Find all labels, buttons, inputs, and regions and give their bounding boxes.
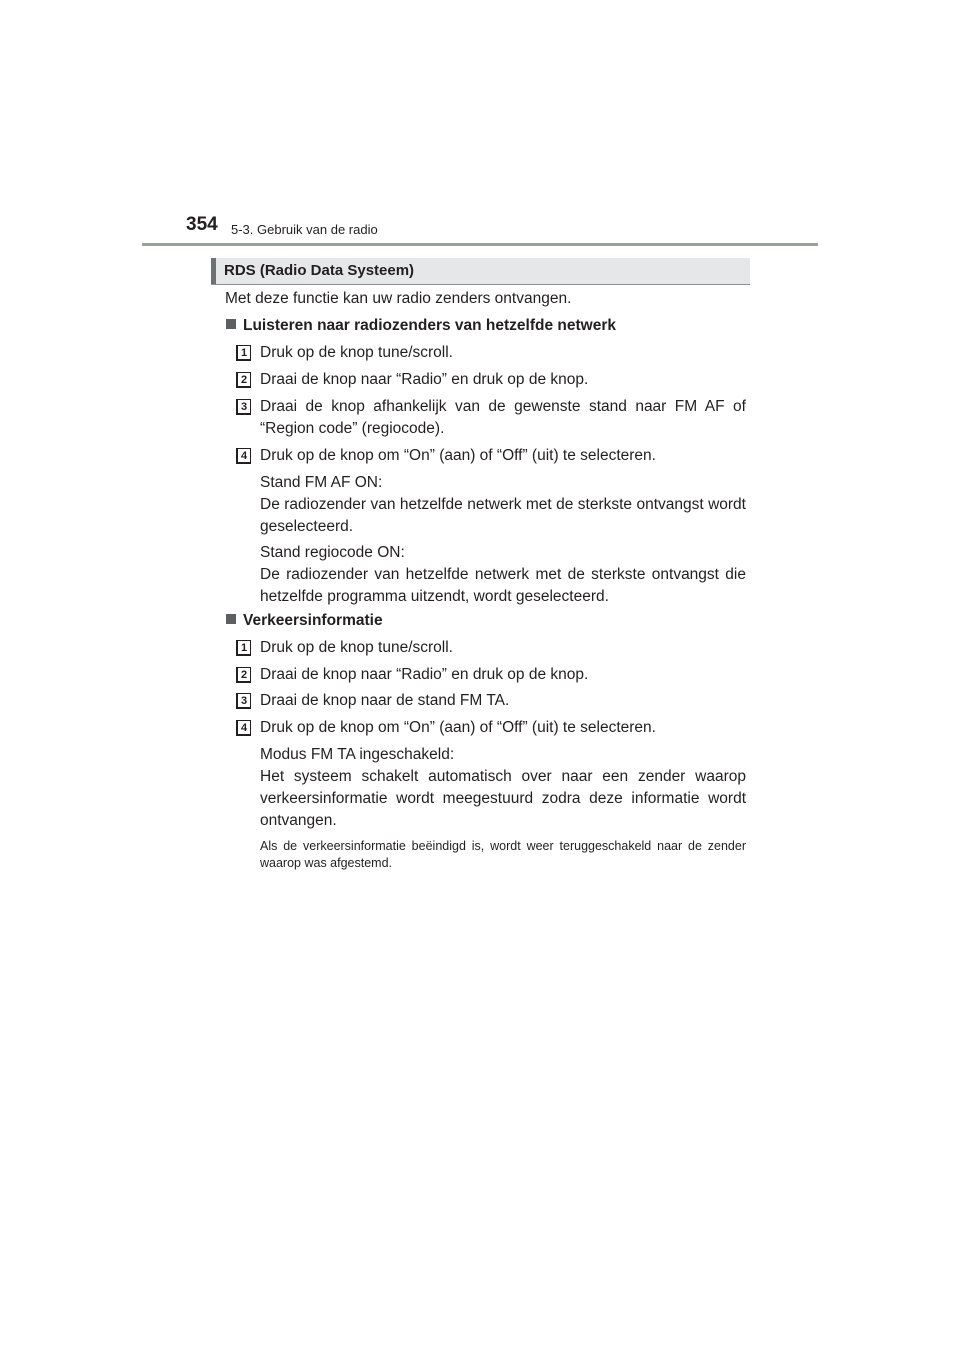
- step-text: Draai de knop naar de stand FM TA.: [260, 692, 510, 709]
- subheading-traffic-text: Verkeersinformatie: [243, 612, 383, 629]
- step-text: Draai de knop afhankelijk van de gewenste stand naar FM AF of “Region code” (regiocode).: [260, 398, 746, 437]
- step-number-badge: 2: [236, 372, 251, 388]
- mode-fm-ta: [260, 744, 746, 832]
- section-heading-bar: [211, 258, 750, 285]
- mode-description: Het systeem schakelt automatisch over naar een zender waarop verkeersinformatie wordt meegestuurd zodra deze informatie wordt ontvangen.: [260, 768, 746, 829]
- mode-label: Stand regiocode ON:: [260, 544, 405, 561]
- subheading-network: [226, 317, 616, 335]
- step-number-badge: 3: [236, 399, 251, 415]
- mode-label: Stand FM AF ON:: [260, 474, 383, 491]
- mode-region-code: [260, 542, 746, 608]
- step-number-badge: 1: [236, 345, 251, 361]
- step-text: Draai de knop naar “Radio” en druk op de knop.: [260, 666, 589, 683]
- mode-fm-af: [260, 472, 746, 538]
- step-number-badge: 3: [236, 693, 251, 709]
- intro-text: Met deze functie kan uw radio zenders ontvangen.: [225, 290, 572, 307]
- step-text: Druk op de knop om “On” (aan) of “Off” (uit) te selecteren.: [260, 719, 656, 736]
- section-title: RDS (Radio Data Systeem): [224, 262, 415, 279]
- header-title: 5-3. Gebruik van de radio: [231, 222, 378, 237]
- mode-description: De radiozender van hetzelfde netwerk met de sterkste ontvangst wordt geselecteerd.: [260, 496, 746, 535]
- step-number-badge: 2: [236, 667, 251, 683]
- page-number: 354: [186, 214, 218, 235]
- step-text: Druk op de knop tune/scroll.: [260, 344, 453, 361]
- step-text: Druk op de knop tune/scroll.: [260, 639, 453, 656]
- square-bullet-icon: [226, 319, 236, 329]
- traffic-note: Als de verkeersinformatie beëindigd is, wordt weer teruggeschakeld naar de zender waarop was afgestemd.: [260, 839, 746, 870]
- step-number-badge: 4: [236, 720, 251, 736]
- subheading-network-text: Luisteren naar radiozenders van hetzelfde netwerk: [243, 317, 616, 334]
- header-divider: [142, 243, 818, 246]
- step-text: Druk op de knop om “On” (aan) of “Off” (uit) te selecteren.: [260, 447, 656, 464]
- step-text: Draai de knop naar “Radio” en druk op de knop.: [260, 371, 589, 388]
- subheading-traffic: [226, 612, 383, 630]
- step-number-badge: 1: [236, 640, 251, 656]
- step-number-badge: 4: [236, 448, 251, 464]
- square-bullet-icon: [226, 614, 236, 624]
- mode-label: Modus FM TA ingeschakeld:: [260, 746, 455, 763]
- mode-description: De radiozender van hetzelfde netwerk met de sterkste ontvangst die hetzelfde programma uitzendt, wordt geselecteerd.: [260, 566, 746, 605]
